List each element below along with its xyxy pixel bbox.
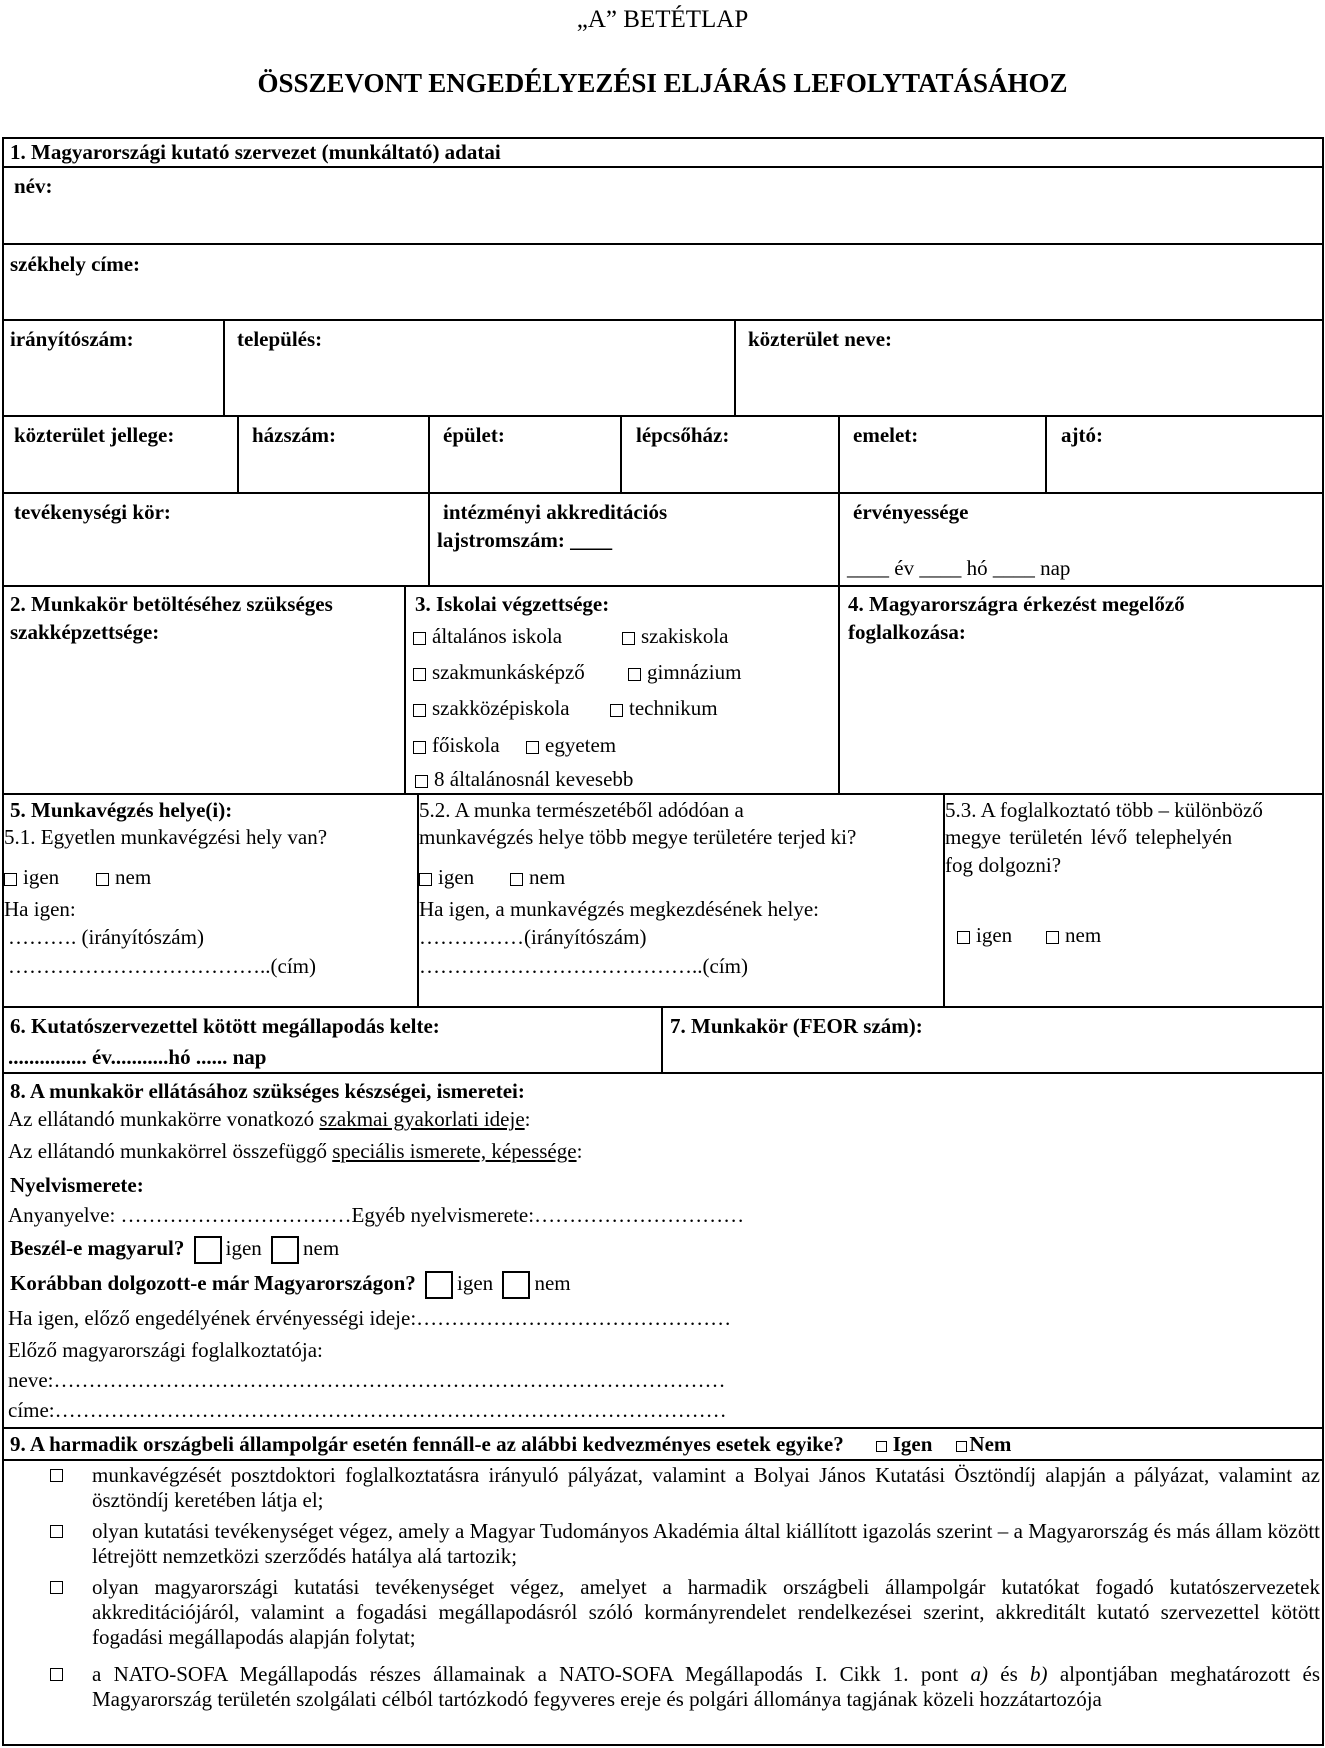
divider <box>2 166 1324 168</box>
divider <box>404 585 406 793</box>
school-option[interactable]: szakmunkásképző <box>413 658 585 686</box>
q-5-2-iranyitoszam: ……………(irányítószám) <box>419 925 647 949</box>
school-option[interactable]: gimnázium <box>628 658 741 686</box>
divider <box>428 415 430 585</box>
divider <box>2 585 1324 587</box>
form-title: ÖSSZEVONT ENGEDÉLYEZÉSI ELJÁRÁS LEFOLYTATÁSÁHOZ <box>257 68 1068 98</box>
form-subtitle: „A” BETÉTLAP <box>576 6 749 33</box>
ervenyesseg-date: ____ év ____ hó ____ nap <box>847 556 1071 580</box>
checkbox-icon[interactable] <box>956 1441 967 1452</box>
divider <box>734 319 736 415</box>
q-5-3-cont2: fog dolgozni? <box>945 853 1062 877</box>
divider <box>2 1072 1324 1074</box>
ajto-label: ajtó: <box>1061 423 1103 447</box>
q-5-2-cim: …………………………………..(cím) <box>419 954 748 978</box>
divider <box>838 415 840 793</box>
divider <box>1045 415 1047 492</box>
section-4-title: 4. Magyarországra érkezést megelőző <box>848 592 1185 616</box>
divider <box>661 1006 663 1072</box>
checkbox-icon[interactable] <box>502 1271 530 1299</box>
checkbox-icon[interactable] <box>957 931 970 944</box>
checkbox-icon[interactable] <box>425 1271 453 1299</box>
q-5-1: 5.1. Egyetlen munkavégzési hely van? <box>4 825 328 849</box>
kozterulet-jellege-label: közterület jellege: <box>14 423 175 447</box>
q-5-3: 5.3. A foglalkoztató több – különböző <box>945 798 1263 822</box>
q-5-3-cont: megye területén lévő telephelyén <box>945 825 1233 849</box>
q-5-2-igen[interactable]: igen <box>419 863 474 891</box>
szekhely-label: székhely címe: <box>10 252 141 276</box>
q-5-2-ha-igen: Ha igen, a munkavégzés megkezdésének helye: <box>419 897 819 921</box>
specialis-ismeret-line: Az ellátandó munkakörrel összefüggő speciális ismerete, képessége: <box>8 1139 583 1163</box>
ervenyesseg-label: érvényessége <box>853 500 969 524</box>
foglalkoztato-neve-line: neve:…………………………………………………………………………………… <box>8 1368 726 1392</box>
anyanyelv-line: Anyanyelve: ……………………………Egyéb nyelvismerete:………………………… <box>8 1203 745 1227</box>
szakmai-gyakorlat-line: Az ellátandó munkakörre vonatkozó szakmai gyakorlati ideje: <box>8 1107 531 1131</box>
kedvezmeny-item: a NATO-SOFA Megállapodás részes államainak a NATO-SOFA Megállapodás I. Cikk 1. pont a) és b) alpontjában meghatározott és Magyarország területén szolgálati célból tartózkodó fegyveres ereje és polgári állománya tagjának közeli hozzátartozója <box>92 1662 1320 1711</box>
school-option[interactable]: egyetem <box>526 731 616 759</box>
lajstromszam-label: lajstromszám: ____ <box>437 528 613 552</box>
beszel-magyarul: Beszél-e magyarul? igen nem <box>10 1234 339 1264</box>
q-5-1-igen[interactable]: igen <box>4 863 59 891</box>
q-5-2: 5.2. A munka természetéből adódóan a <box>419 798 744 822</box>
divider <box>237 415 239 492</box>
lepcsohaz-label: lépcsőház: <box>636 423 730 447</box>
divider <box>223 319 225 415</box>
section-4-subtitle: foglalkozása: <box>848 620 966 644</box>
school-option[interactable]: 8 általánosnál kevesebb <box>415 765 633 793</box>
checkbox-icon[interactable] <box>415 775 428 788</box>
kedvezmeny-item: olyan kutatási tevékenységet végez, amely a Magyar Tudományos Akadémia által kiállított igazolás szerint – a Magyarország és más állam között létrejött nemzetközi szerződés hatálya alá tartozik; <box>92 1519 1320 1568</box>
checkbox-icon[interactable] <box>50 1525 63 1538</box>
telepules-label: település: <box>237 327 323 351</box>
divider <box>2 1427 1324 1429</box>
epulet-label: épület: <box>443 423 505 447</box>
section-3-title: 3. Iskolai végzettsége: <box>415 592 610 616</box>
nyelvismeret-label: Nyelvismerete: <box>10 1173 144 1197</box>
section-7-title: 7. Munkakör (FEOR szám): <box>670 1014 923 1038</box>
iranyitoszam-label: irányítószám: <box>10 327 134 351</box>
kedvezmeny-item: munkavégzését posztdoktori foglalkoztatásra irányuló pályázat, valamint a Bolyai János Kutatási Ösztöndíj alapján a pályázat, valamint az ösztöndíj keretében látja el; <box>92 1463 1320 1512</box>
q-5-1-iranyitoszam: ………. (irányítószám) <box>8 925 204 949</box>
emelet-label: emelet: <box>853 423 919 447</box>
section-6-date: ............... év...........hó ...... nap <box>8 1045 267 1069</box>
checkbox-icon[interactable] <box>194 1236 222 1264</box>
divider <box>2 243 1324 245</box>
checkbox-icon[interactable] <box>622 632 635 645</box>
checkbox-icon[interactable] <box>876 1441 887 1452</box>
checkbox-icon[interactable] <box>413 632 426 645</box>
checkbox-icon[interactable] <box>50 1469 63 1482</box>
school-option[interactable]: főiskola <box>413 731 500 759</box>
section-2-title: 2. Munkakör betöltéséhez szükséges <box>10 592 333 616</box>
divider <box>2 1459 1324 1461</box>
hazszam-label: házszám: <box>252 423 336 447</box>
q-5-3-igen[interactable]: igen <box>957 921 1012 949</box>
section-5-title: 5. Munkavégzés helye(i): <box>10 798 233 822</box>
checkbox-icon[interactable] <box>271 1236 299 1264</box>
school-option[interactable]: általános iskola <box>413 622 562 650</box>
elozo-foglalkoztato-label: Előző magyarországi foglalkoztatója: <box>8 1338 323 1362</box>
divider <box>2 319 1324 321</box>
ervenyessegi-ido-line: Ha igen, előző engedélyének érvényességi ideje:……………………………………… <box>8 1306 732 1330</box>
tevekenysegi-kor-label: tevékenységi kör: <box>14 500 171 524</box>
q-5-1-nem[interactable]: nem <box>96 863 151 891</box>
section-9-title: 9. A harmadik országbeli állampolgár esetén fennáll-e az alábbi kedvezményes esetek egyike? Igen Nem <box>10 1432 1012 1456</box>
divider <box>2 492 1324 494</box>
checkbox-icon[interactable] <box>413 668 426 681</box>
school-option[interactable]: technikum <box>610 694 718 722</box>
q-5-2-cont: munkavégzés helye több megye területére terjed ki? <box>419 825 857 849</box>
q-5-1-cim: ………………………………..(cím) <box>8 954 316 978</box>
checkbox-icon[interactable] <box>96 873 109 886</box>
section-8-title: 8. A munkakör ellátásához szükséges készségei, ismeretei: <box>10 1079 525 1103</box>
korabban-dolgozott: Korábban dolgozott-e már Magyarországon? igen nem <box>10 1269 571 1299</box>
checkbox-icon[interactable] <box>50 1668 63 1681</box>
q-5-2-nem[interactable]: nem <box>510 863 565 891</box>
divider <box>2 415 1324 417</box>
section-6-title: 6. Kutatószervezettel kötött megállapodás kelte: <box>10 1014 440 1038</box>
school-option[interactable]: szakközépiskola <box>413 694 570 722</box>
divider <box>620 415 622 492</box>
section-1-title: 1. Magyarországi kutató szervezet (munkáltató) adatai <box>10 140 501 164</box>
q-5-3-nem[interactable]: nem <box>1046 921 1101 949</box>
divider <box>2 793 1324 795</box>
checkbox-icon[interactable] <box>526 741 539 754</box>
kozterulet-neve-label: közterület neve: <box>748 327 893 351</box>
kedvezmeny-item: olyan magyarországi kutatási tevékenységet végez, amelyet a harmadik országbeli állampolgár kutatókat fogadó kutatószervezetek akkreditációjáról, valamint a fogadási megállapodásról szóló kormányrendelet rendelkezései szerint, akkreditált kutató szervezettel kötött fogadási megállapodás alapján folytat; <box>92 1575 1320 1649</box>
divider <box>2 1006 1324 1008</box>
checkbox-icon[interactable] <box>1046 931 1059 944</box>
checkbox-icon[interactable] <box>413 704 426 717</box>
checkbox-icon[interactable] <box>413 741 426 754</box>
foglalkoztato-cime-line: címe:…………………………………………………………………………………… <box>8 1398 727 1422</box>
checkbox-icon[interactable] <box>610 704 623 717</box>
akkreditacio-label: intézményi akkreditációs <box>443 500 668 524</box>
checkbox-icon[interactable] <box>628 668 641 681</box>
nev-label: név: <box>14 174 53 198</box>
school-option[interactable]: szakiskola <box>622 622 728 650</box>
checkbox-icon[interactable] <box>419 873 432 886</box>
section-2-subtitle: szakképzettsége: <box>10 620 160 644</box>
checkbox-icon[interactable] <box>50 1581 63 1594</box>
checkbox-icon[interactable] <box>510 873 523 886</box>
checkbox-icon[interactable] <box>4 873 17 886</box>
q-5-1-ha-igen: Ha igen: <box>4 897 76 921</box>
